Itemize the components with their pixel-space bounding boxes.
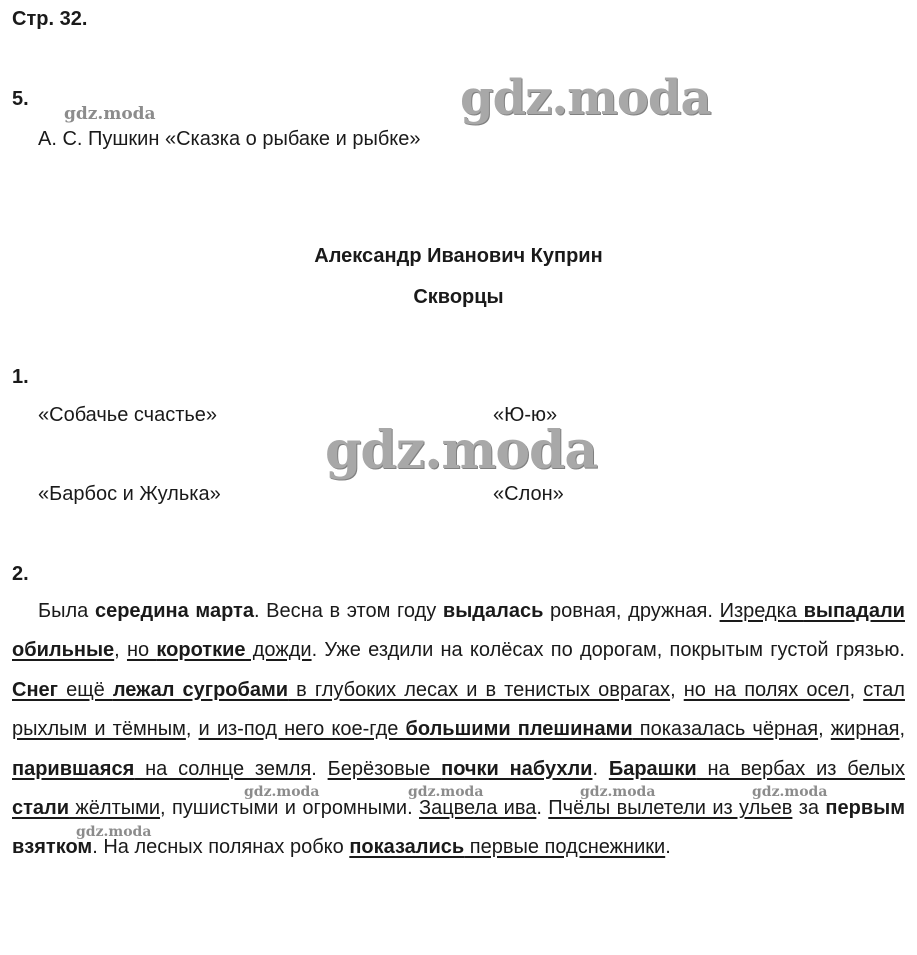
text-segment: Барашки <box>608 757 697 780</box>
text-segment: Снег <box>12 678 58 701</box>
text-segment: на солнце земля <box>134 757 312 780</box>
text-segment: . Весна в этом году <box>253 600 443 622</box>
text-segment: , <box>114 639 127 662</box>
task-5-answer: А. С. Пушкин «Сказка о рыбаке и рыбке» <box>38 128 421 150</box>
text-segment: и из-под него кое-где <box>198 718 406 741</box>
watermark-small: gdz.moda <box>76 824 152 840</box>
task-1-number: 1. <box>12 366 29 388</box>
text-segment: . <box>592 757 609 780</box>
text-segment: , <box>670 678 684 701</box>
text-segment: первые подснежники <box>464 836 666 859</box>
story-title-item: «Барбос и Жулька» <box>38 483 221 505</box>
text-segment: Пчёлы вылетели из ульев <box>548 797 793 820</box>
text-segment: , <box>849 678 864 701</box>
text-segment: ещё <box>57 678 113 701</box>
text-segment: . <box>665 836 671 859</box>
story-author: Александр Иванович Куприн <box>314 245 603 267</box>
text-segment: стал рыхлым и тёмным <box>12 678 905 741</box>
text-segment: , <box>185 718 199 741</box>
text-segment: ровная, дружная. <box>543 600 720 622</box>
story-title-item: «Слон» <box>493 483 564 505</box>
text-segment: короткие <box>156 639 246 662</box>
watermark-small: gdz.moda <box>752 784 828 800</box>
task-5-number: 5. <box>12 88 29 110</box>
story-title: Скворцы <box>413 286 504 308</box>
text-segment: почки набухли <box>441 757 593 780</box>
text-segment: Зацвела ива <box>419 797 537 820</box>
text-segment: показались <box>349 836 465 859</box>
text-segment: . <box>311 757 328 780</box>
text-segment: первым взятком <box>12 797 905 859</box>
text-segment: Была <box>38 600 95 622</box>
text-segment: . Уже ездили на колёсах по дорогам, покрытым густой грязью. <box>311 639 905 662</box>
text-segment: . <box>536 797 549 820</box>
task-2-number: 2. <box>12 563 29 585</box>
watermark-logo: gdz.moda <box>460 70 711 126</box>
watermark-small: gdz.moda <box>64 104 156 124</box>
page-number-header: Стр. 32. <box>12 8 88 30</box>
story-title-item: «Собачье счастье» <box>38 404 218 426</box>
watermark-small: gdz.moda <box>244 784 320 800</box>
text-segment: стали <box>12 797 70 820</box>
text-segment: жирная <box>830 718 900 741</box>
text-segment: выдалась <box>442 600 544 622</box>
text-segment: жёлтыми <box>69 797 161 820</box>
text-segment: лежал сугробами <box>112 678 289 701</box>
watermark-logo: gdz.moda <box>325 420 598 481</box>
text-segment: , пушистыми и огромными. <box>160 797 419 820</box>
watermark-small: gdz.moda <box>580 784 656 800</box>
text-segment: . На лесных полянах робко <box>92 836 350 859</box>
text-segment: Изредка <box>719 600 804 622</box>
text-segment: в глубоких лесах и в тенистых оврагах <box>288 678 671 701</box>
text-segment: выпадали обильные <box>12 600 905 662</box>
text-segment: дожди <box>245 639 312 662</box>
text-segment: большими плешинами <box>405 718 633 741</box>
watermark-small: gdz.moda <box>408 784 484 800</box>
story-title-item: «Ю-ю» <box>493 404 558 426</box>
text-segment: Берёзовые <box>327 757 442 780</box>
text-segment: за <box>792 797 826 820</box>
text-segment: парившаяся <box>12 757 135 780</box>
text-segment: середина марта <box>94 600 254 622</box>
text-segment: на вербах из белых <box>696 757 905 780</box>
text-segment: но <box>126 639 157 662</box>
text-segment: , <box>818 718 831 741</box>
text-segment: но на полях осел <box>683 678 850 701</box>
text-segment: , <box>899 718 905 741</box>
text-segment: показалась чёрная <box>632 718 819 741</box>
